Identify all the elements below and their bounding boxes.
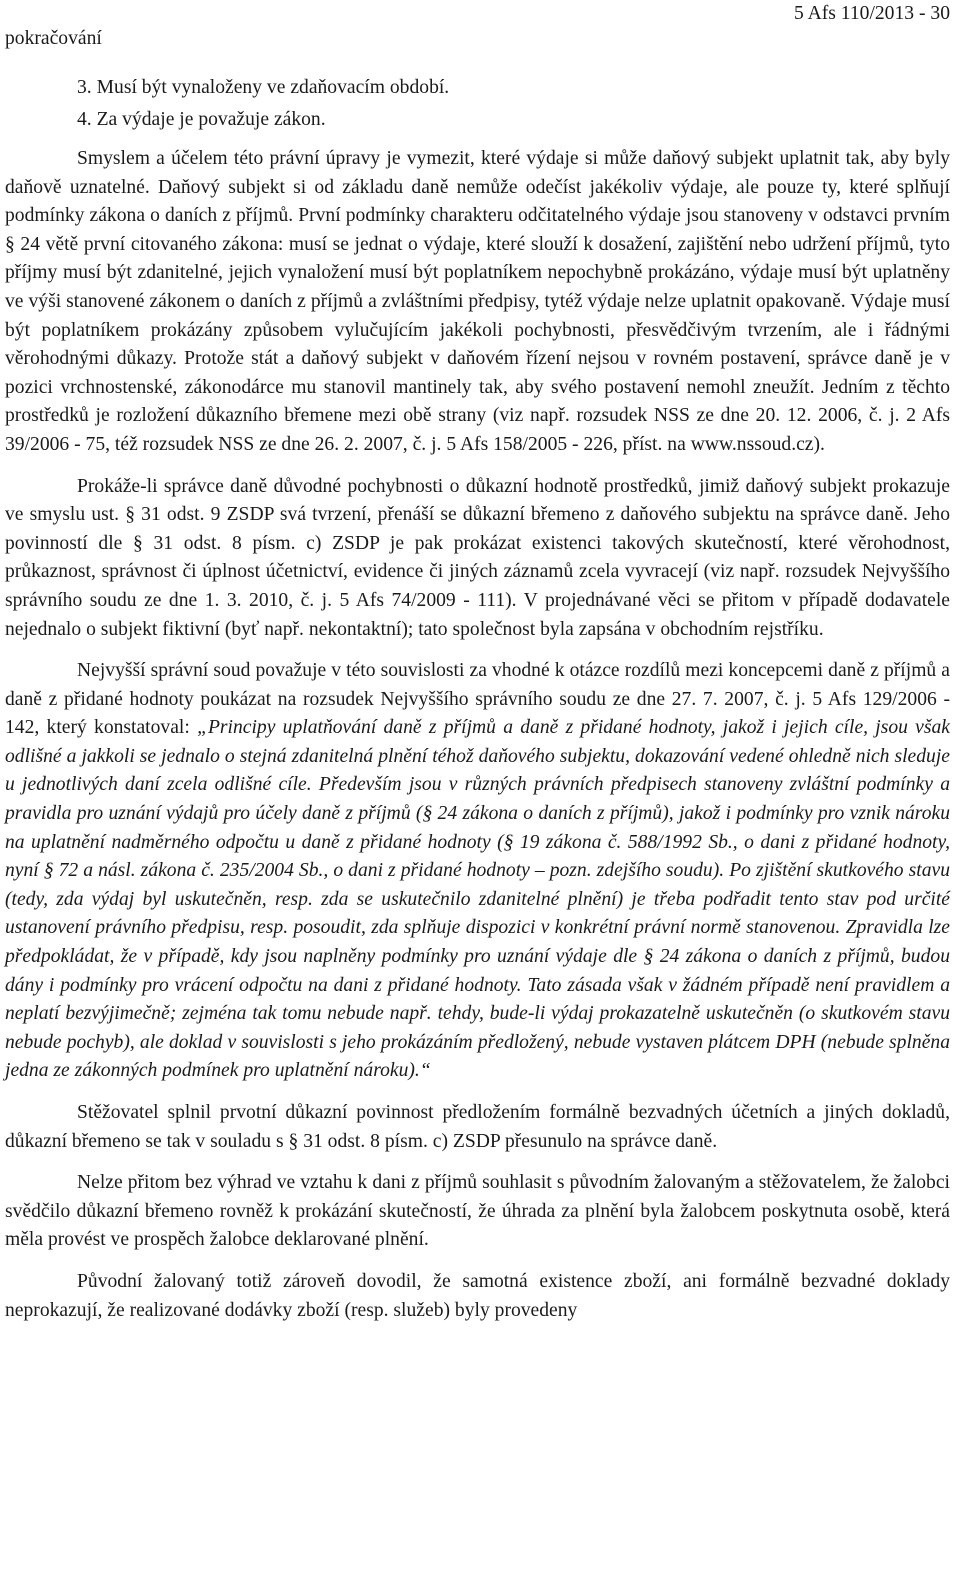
page-header — [5, 0, 950, 56]
citation-intro: Nejvyšší správní soud považuje v této souvislosti za vhodné k otázce rozdílů mezi koncepcemi daně z příjmů a daně z přidané hodnoty poukázat na rozsudek Nejvyššího správního soudu ze dne 27. 7. 2007, č. j. 5 Afs 129/2006 - 142, který konstatoval: — [5, 660, 950, 739]
paragraph-reservations: Nelze přitom bez výhrad ve vztahu k dani z příjmů souhlasit s původním žalovaným a stěžovatelem, že žalobci svědčilo důkazní břemeno rovněž k prokázání skutečností, že úhrada za plnění byla žalobcem poskytnuta osobě, která měla provést ve prospěch žalobce deklarované plnění. — [5, 1172, 950, 1251]
conditions-list — [5, 72, 950, 136]
document-page — [5, 0, 950, 1325]
paragraph-court-citation — [5, 657, 950, 1086]
paragraph-purpose: Smyslem a účelem této právní úpravy je vymezit, které výdaje si může daňový subjekt uplatnit tak, aby byly daňově uznatelné. Daňový subjekt si od základu daně nemůže odečíst jakékoliv výdaje, ale pouze ty, které splňují podmínky zákona o daních z příjmů. První podmínky charakteru odčitatelného výdaje jsou stanoveny v odstavci prvním § 24 větě první citovaného zákona: musí se jednat o výdaje, které slouží k dosažení, zajištění nebo udržení příjmů, tyto příjmy musí být zdanitelné, jejich vynaložení musí být poplatníkem nepochybně prokázáno, výdaje musí být uplatněny ve výši stanovené zákonem o daních z příjmů a zvláštními předpisy, tytéž výdaje nelze uplatnit opakovaně. Výdaje musí být poplatníkem prokázány způsobem vylučujícím jakékoli pochybnosti, přesvědčivým tvrzením, ale i řádnými věrohodnými důkazy. Protože stát a daňový subjekt v daňovém řízení nejsou v rovném postavení, správce daně je v pozici vrchnostenské, zákonodárce mu stanovil mantinely tak, aby svého postavení nemohl zneužít. Jedním z těchto prostředků je rozložení důkazního břemene mezi obě strany (viz např. rozsudek NSS ze dne 20. 12. 2006, č. j. 2 Afs 39/2006 - 75, též rozsudek NSS ze dne 26. 2. 2007, č. j. 5 Afs 158/2005 - 226, příst. na www.nssoud.cz). — [5, 148, 950, 455]
list-item: 3. Musí být vynaloženy ve zdaňovacím období. — [77, 77, 450, 98]
citation-quote: „Principy uplatňování daně z příjmů a daně z přidané hodnoty, jakož i jejich cíle, jsou však odlišné a jakkoli se jednalo o stejná zdanitelná plnění téhož daňového subjektu, dokazování vedené ohledně nich sleduje u jednotlivých daní zcela odlišné cíle. Především jsou v různých právních předpisech stanoveny zvláštní podmínky a pravidla pro uznání výdajů pro účely daně z příjmů (§ 24 zákona o daních z příjmů), jakož i podmínky pro vznik nároku na uplatnění nadměrného odpočtu u daně z přidané hodnoty (§ 19 zákona č. 588/1992 Sb., o dani z přidané hodnoty, nyní § 72 a násl. zákona č. 235/2004 Sb., o dani z přidané hodnoty – pozn. zdejšího soudu). Po zjištění skutkového stavu (tedy, zda výdaj byl uskutečněn, resp. zda se uskutečnilo zdanitelné plnění) je třeba podřadit tento stav pod určité ustanovení právního předpisu, resp. posoudit, zda splňuje dispozici v konkrétní právní normě stanovenou. Zpravidla lze předpokládat, že v případě, kdy jsou naplněny podmínky pro uznání výdaje dle § 24 zákona o daních z příjmů, budou dány i podmínky pro vrácení odpočtu na dani z přidané hodnoty. Tato zásada však v žádném případě není pravidlem a neplatí bezvýjimečně; zejména tak tomu nebude např. tehdy, bude-li výdaj prokazatelně uskutečněn (o skutkovém stavu nebude pochyb), ale doklad v souvislosti s jeho prokázáním předložený, nebude vystaven plátcem DPH (nebude splněna jedna ze zákonných podmínek pro uplatnění nároku).“ — [5, 717, 950, 1082]
paragraph-burden-of-proof: Prokáže-li správce daně důvodné pochybnosti o důkazní hodnotě prostředků, jimiž daňový subjekt prokazuje ve smyslu ust. § 31 odst. 9 ZSDP svá tvrzení, přenáší se důkazní břemeno z daňového subjektu na správce daně. Jeho povinností dle § 31 odst. 8 písm. c) ZSDP je pak prokázat existenci takových skutečností, které věrohodnost, průkaznost, správnost či úplnost účetnictví, evidence či jiných záznamů zcela vyvracejí (viz např. rozsudek Nejvyššího správního soudu ze dne 1. 3. 2010, č. j. 5 Afs 74/2009 - 111). V projednávané věci se přitom v případě dodavatele nejednalo o subjekt fiktivní (byť např. nekontaktní); tato společnost byla zapsána v obchodním rejstříku. — [5, 475, 950, 640]
paragraph-complainant-duty: Stěžovatel splnil prvotní důkazní povinnost předložením formálně bezvadných účetních a jiných dokladů, důkazní břemeno se tak v souladu s § 31 odst. 8 písm. c) ZSDP přesunulo na správce daně. — [5, 1102, 950, 1152]
paragraph-original-defendant: Původní žalovaný totiž zároveň dovodil, že samotná existence zboží, ani formálně bezvadné doklady neprokazují, že realizované dodávky zboží (resp. služeb) byly provedeny — [5, 1270, 950, 1321]
continuation-label: pokračování — [5, 28, 102, 49]
case-number: 5 Afs 110/2013 - 30 — [793, 3, 950, 24]
list-item: 4. Za výdaje je považuje zákon. — [77, 109, 326, 130]
